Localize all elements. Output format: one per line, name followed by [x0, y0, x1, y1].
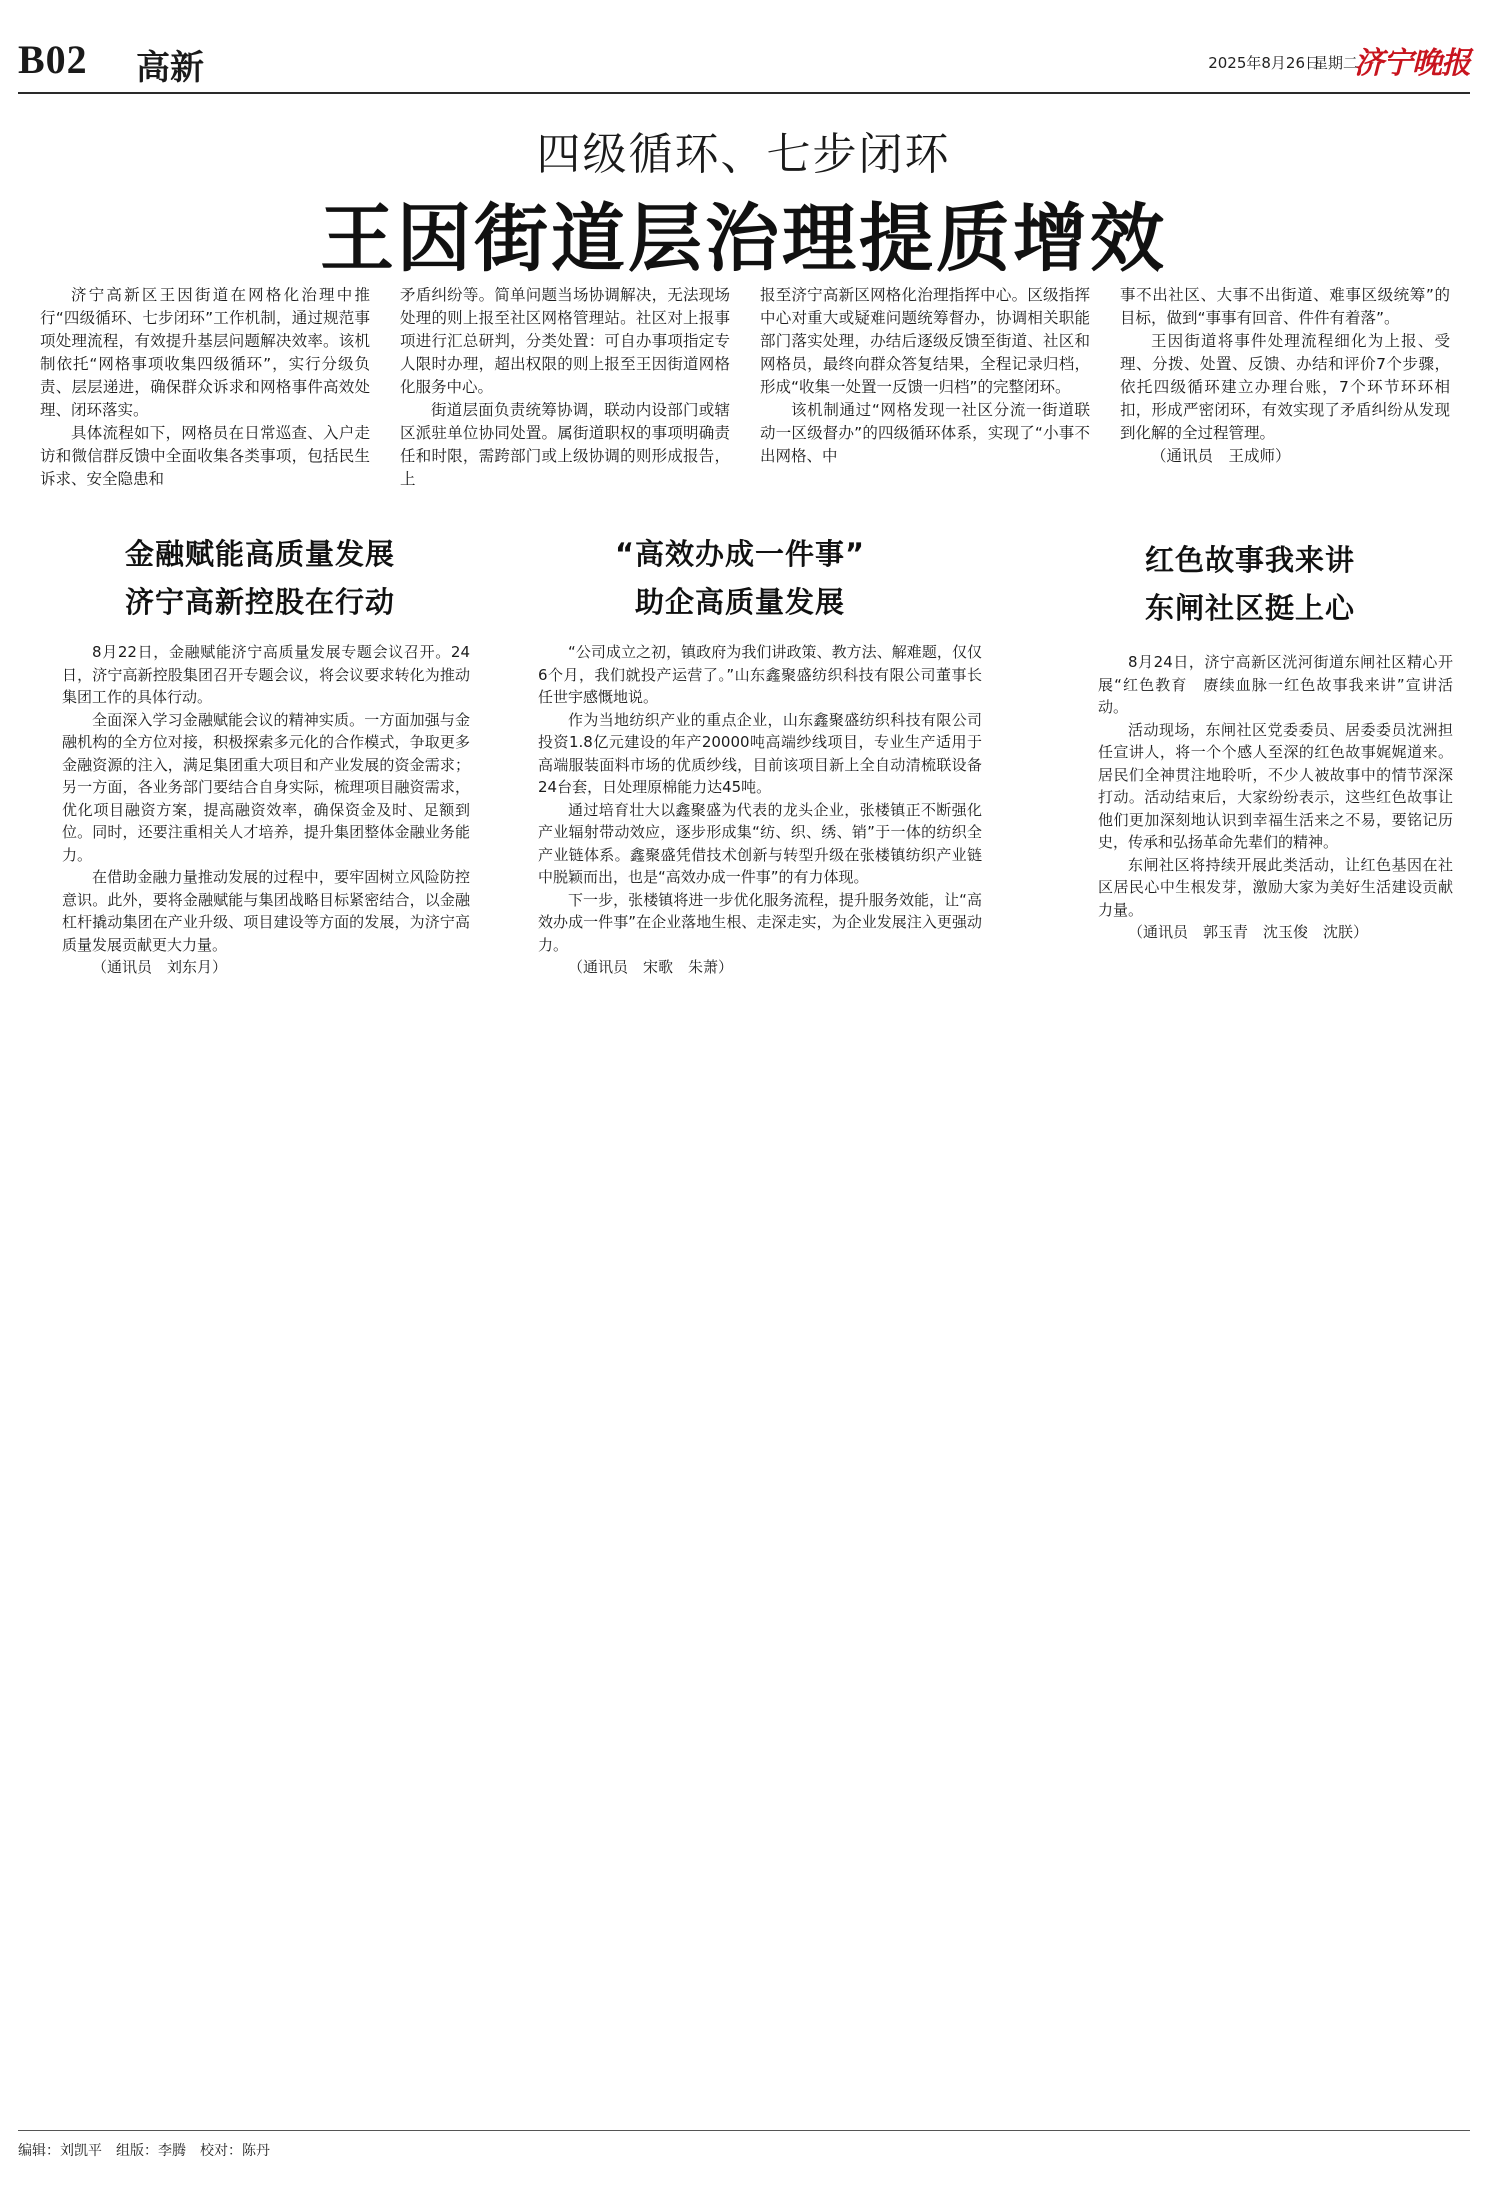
article-2-body [538, 641, 982, 979]
article-paragraph: 8月24日，济宁高新区洸河街道东闸社区精心开展“红色教育 赓续血脉一红色故事我来讲”宣讲活动。 [1098, 653, 1453, 716]
article-paragraph: 活动现场，东闸社区党委委员、居委委员沈洲担任宣讲人，将一个个感人至深的红色故事娓娓道来。居民们全神贯注地聆听，不少人被故事中的情节深深打动。活动结束后，大家纷纷表示，这些红色故事让他们更加深刻地认识到幸福生活来之不易，要铭记历史，传承和弘扬革命先辈们的精神。 [1098, 720, 1453, 851]
lead-paragraph: 事不出社区、大事不出街道、难事区级统筹”的目标，做到“事事有回音、件件有着落”。 [1120, 286, 1450, 327]
lead-headline: 王因街道层治理提质增效 [320, 196, 1167, 282]
article-title-line: “高效办成一件事” [614, 537, 866, 571]
lead-paragraph: 具体流程如下，网格员在日常巡查、入户走访和微信群反馈中全面收集各类事项，包括民生诉求、安全隐患和 [40, 424, 370, 488]
lead-paragraph: 矛盾纠纷等。简单问题当场协调解决，无法现场处理的则上报至社区网格管理站。社区对上报事项进行汇总研判，分类处置：可自办事项指定专人限时办理，超出权限的则上报至王因街道网格化服务中心。 [400, 286, 730, 396]
article-title-line: 东闸社区挺上心 [1144, 591, 1355, 625]
article-1-body [62, 641, 470, 979]
article-1-title [40, 530, 480, 626]
article-title-line: 金融赋能高质量发展 [124, 537, 395, 571]
lead-paragraph: 街道层面负责统筹协调，联动内设部门或辖区派驻单位协同处置。属街道职权的事项明确责任和时限，需跨部门或上级协调的则形成报告，上 [400, 401, 730, 488]
lead-column-4 [1120, 284, 1450, 468]
footer-rule [18, 2130, 1470, 2131]
editorial-credits: 编辑：刘凯平 组版：李腾 校对：陈丹 [18, 2143, 270, 2159]
lead-column-1 [40, 284, 370, 491]
article-paragraph: 作为当地纺织产业的重点企业，山东鑫聚盛纺织科技有限公司投资1.8亿元建设的年产20000吨高端纱线项目，专业生产适用于高端服装面料市场的优质纱线，目前该项目新上全自动清梳联设备24台套，日处理原棉能力达45吨。 [538, 710, 982, 796]
lead-paragraph: 济宁高新区王因街道在网格化治理中推行“四级循环、七步闭环”工作机制，通过规范事项处理流程，有效提升基层问题解决效率。该机制依托“网格事项收集四级循环”，实行分级负责、层层递进，确保群众诉求和网格事件高效处理、闭环落实。 [40, 286, 370, 419]
article-paragraph: 全面深入学习金融赋能会议的精神实质。一方面加强与金融机构的全方位对接，积极探索多元化的合作模式，争取更多金融资源的注入，满足集团重大项目和产业发展的资金需求；另一方面，各业务部门要结合自身实际，梳理项目融资需求，优化项目融资方案，提高融资效率，确保资金及时、足额到位。同时，还要注重相关人才培养，提升集团整体金融业务能力。 [62, 710, 470, 864]
article-byline: （通讯员 刘东月） [92, 958, 228, 976]
article-title-line: 红色故事我来讲 [1144, 543, 1355, 577]
page-number: B02 [18, 37, 88, 82]
lead-kicker: 四级循环、七步闭环 [536, 129, 951, 180]
lead-column-3 [760, 284, 1090, 468]
lead-paragraph: 该机制通过“网格发现一社区分流一街道联动一区级督办”的四级循环体系，实现了“小事不出网格、中 [760, 401, 1090, 465]
newspaper-logo: 济宁晚报 [1354, 46, 1470, 81]
article-paragraph: 通过培育壮大以鑫聚盛为代表的龙头企业，张楼镇正不断强化产业辐射带动效应，逐步形成集“纺、织、绣、销”于一体的纺织全产业链体系。鑫聚盛凭借技术创新与转型升级在张楼镇纺织产业链中脱颖而出，也是“高效办成一件事”的有力体现。 [538, 800, 982, 886]
issue-weekday: 星期二 [1312, 54, 1358, 72]
article-paragraph: 东闸社区将持续开展此类活动，让红色基因在社区居民心中生根发芽，激励大家为美好生活建设贡献力量。 [1098, 855, 1453, 919]
article-2-title [520, 530, 960, 626]
article-byline: （通讯员 宋歌 朱萧） [568, 958, 734, 976]
article-paragraph: 在借助金融力量推动发展的过程中，要牢固树立风险防控意识。此外，要将金融赋能与集团战略目标紧密结合，以金融杠杆撬动集团在产业升级、项目建设等方面的发展，为济宁高质量发展贡献更大力量。 [62, 868, 470, 954]
article-title-line: 助企高质量发展 [634, 585, 845, 619]
lead-byline: （通讯员 王成师） [1151, 447, 1291, 465]
article-paragraph: 下一步，张楼镇将进一步优化服务流程，提升服务效能，让“高效办成一件事”在企业落地生根、走深走实，为企业发展注入更强动力。 [538, 890, 982, 954]
article-3-body [1098, 651, 1453, 944]
article-3-title [1060, 536, 1440, 632]
article-byline: （通讯员 郭玉青 沈玉俊 沈朕） [1128, 923, 1369, 941]
article-title-line: 济宁高新控股在行动 [124, 585, 395, 619]
article-paragraph: 8月22日，金融赋能济宁高质量发展专题会议召开。24日，济宁高新控股集团召开专题会议，将会议要求转化为推动集团工作的具体行动。 [62, 643, 470, 706]
lead-paragraph: 报至济宁高新区网格化治理指挥中心。区级指挥中心对重大或疑难问题统筹督办，协调相关职能部门落实处理，办结后逐级反馈至街道、社区和网格员，最终向群众答复结果，全程记录归档，形成“收集一处置一反馈一归档”的完整闭环。 [760, 286, 1090, 396]
article-paragraph: “公司成立之初，镇政府为我们讲政策、教方法、解难题，仅仅6个月，我们就投产运营了。”山东鑫聚盛纺织科技有限公司董事长任世宇感慨地说。 [538, 643, 982, 706]
lead-paragraph: 王因街道将事件处理流程细化为上报、受理、分拨、处置、反馈、办结和评价7个步骤，依托四级循环建立办理台账，7个环节环环相扣，形成严密闭环，有效实现了矛盾纠纷从发现到化解的全过程管理。 [1120, 332, 1450, 442]
header-rule [18, 92, 1470, 94]
issue-date: 2025年8月26日 [1208, 54, 1320, 72]
page-header [18, 30, 1470, 90]
section-name: 高新 [136, 48, 204, 88]
lead-column-2 [400, 284, 730, 491]
